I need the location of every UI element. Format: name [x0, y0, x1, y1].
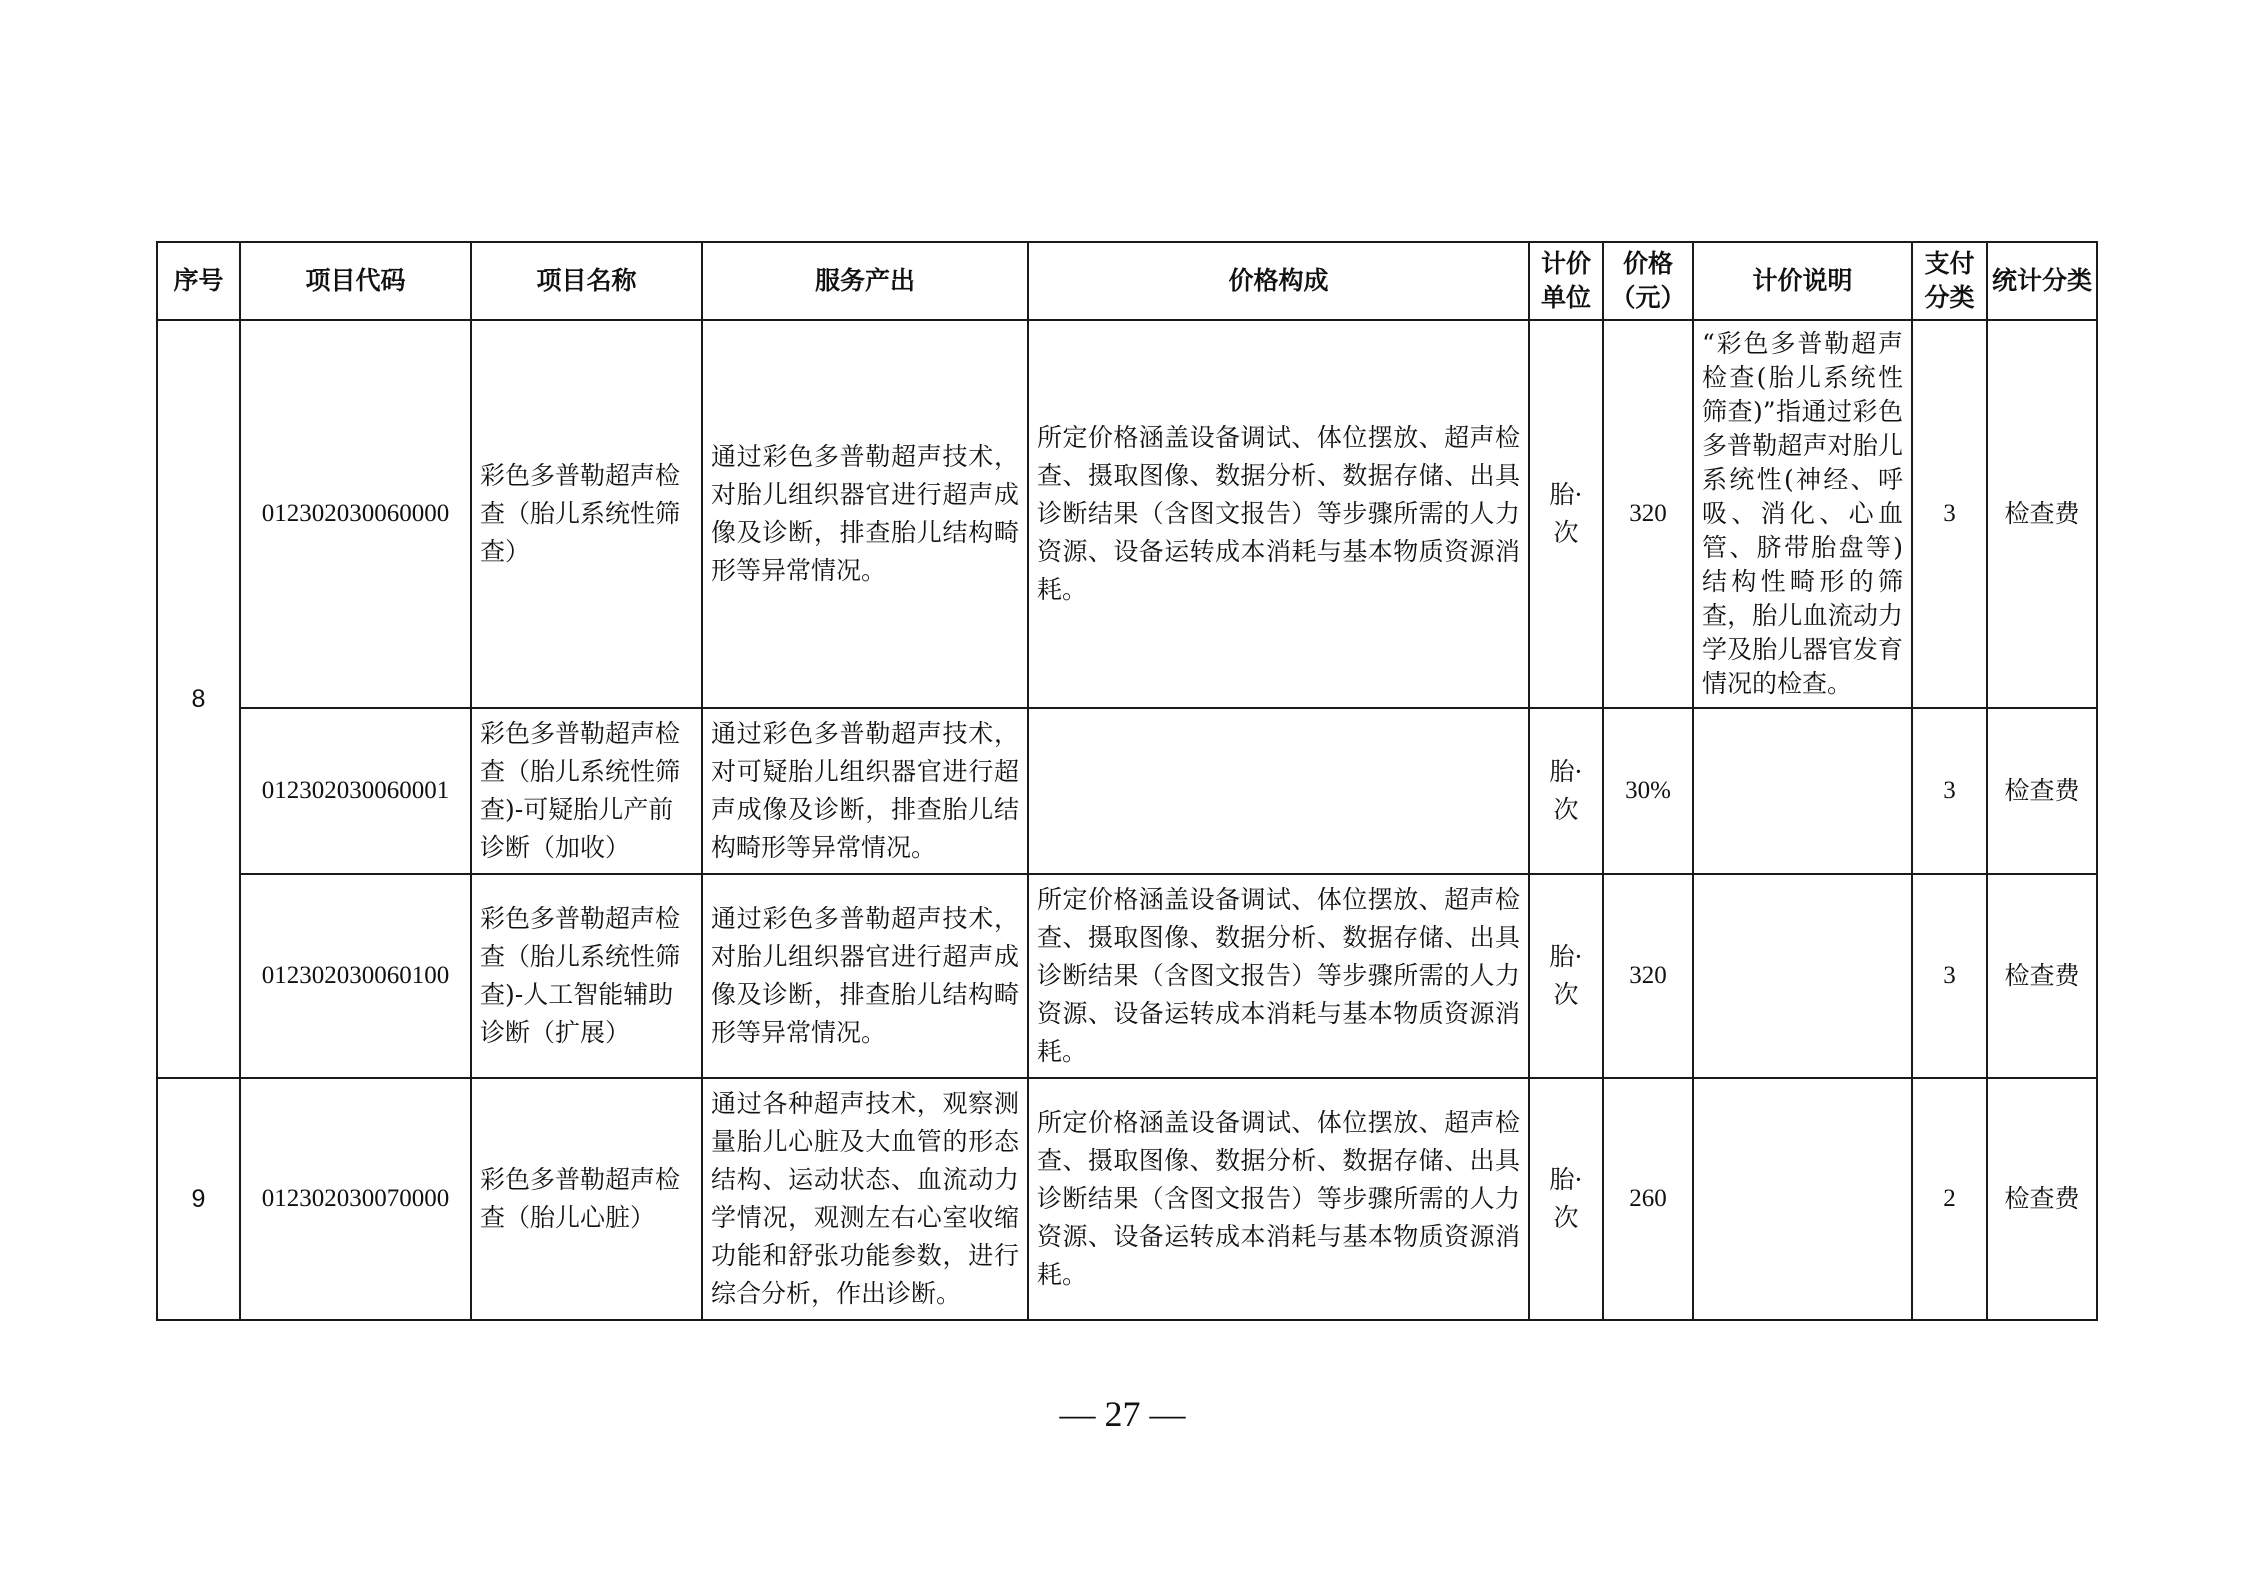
cell-composition: 所定价格涵盖设备调试、体位摆放、超声检查、摄取图像、数据分析、数据存储、出具诊断结果（含图文报告）等步骤所需的人力资源、设备运转成本消耗与基本物质资源消耗。: [1028, 320, 1529, 708]
header-payment: 支付分类: [1912, 242, 1987, 320]
cell-price: 320: [1603, 874, 1693, 1078]
page-number: — 27 —: [1059, 1394, 1186, 1434]
header-note: 计价说明: [1693, 242, 1912, 320]
table-row: [157, 320, 2097, 708]
header-unit: 计价单位: [1529, 242, 1603, 320]
cell-stat: 检查费: [1987, 320, 2097, 708]
cell-code: 012302030070000: [240, 1078, 471, 1320]
cell-note: [1693, 708, 1912, 874]
cell-stat: 检查费: [1987, 708, 2097, 874]
table-row: [157, 708, 2097, 874]
cell-unit: 胎·次: [1529, 708, 1603, 874]
table-header-row: [157, 242, 2097, 320]
cell-code: 012302030060001: [240, 708, 471, 874]
cell-composition: 所定价格涵盖设备调试、体位摆放、超声检查、摄取图像、数据分析、数据存储、出具诊断结果（含图文报告）等步骤所需的人力资源、设备运转成本消耗与基本物质资源消耗。: [1028, 1078, 1529, 1320]
cell-payment: 3: [1912, 874, 1987, 1078]
price-table: [156, 241, 2098, 1321]
header-name: 项目名称: [471, 242, 702, 320]
header-composition: 价格构成: [1028, 242, 1529, 320]
cell-output: 通过彩色多普勒超声技术，对胎儿组织器官进行超声成像及诊断，排查胎儿结构畸形等异常情况。: [702, 874, 1028, 1078]
cell-unit: 胎·次: [1529, 320, 1603, 708]
cell-code: 012302030060000: [240, 320, 471, 708]
header-output: 服务产出: [702, 242, 1028, 320]
cell-price: 320: [1603, 320, 1693, 708]
cell-stat: 检查费: [1987, 874, 2097, 1078]
header-code: 项目代码: [240, 242, 471, 320]
cell-composition: [1028, 708, 1529, 874]
cell-name: 彩色多普勒超声检查（胎儿系统性筛查)-可疑胎儿产前诊断（加收）: [471, 708, 702, 874]
cell-payment: 2: [1912, 1078, 1987, 1320]
cell-composition: 所定价格涵盖设备调试、体位摆放、超声检查、摄取图像、数据分析、数据存储、出具诊断结果（含图文报告）等步骤所需的人力资源、设备运转成本消耗与基本物质资源消耗。: [1028, 874, 1529, 1078]
cell-unit: 胎·次: [1529, 1078, 1603, 1320]
cell-name: 彩色多普勒超声检查（胎儿系统性筛查）: [471, 320, 702, 708]
cell-payment: 3: [1912, 708, 1987, 874]
cell-name: 彩色多普勒超声检查（胎儿系统性筛查)-人工智能辅助诊断（扩展）: [471, 874, 702, 1078]
cell-output: 通过彩色多普勒超声技术，对胎儿组织器官进行超声成像及诊断，排查胎儿结构畸形等异常情况。: [702, 320, 1028, 708]
table-row: [157, 1078, 2097, 1320]
cell-unit: 胎·次: [1529, 874, 1603, 1078]
cell-note: “彩色多普勒超声检查(胎儿系统性筛查)”指通过彩色多普勒超声对胎儿系统性(神经、呼吸、消化、心血管、脐带胎盘等)结构性畸形的筛查，胎儿血流动力学及胎儿器官发育情况的检查。: [1693, 320, 1912, 708]
cell-output: 通过彩色多普勒超声技术，对可疑胎儿组织器官进行超声成像及诊断，排查胎儿结构畸形等异常情况。: [702, 708, 1028, 874]
cell-payment: 3: [1912, 320, 1987, 708]
header-price: 价格（元）: [1603, 242, 1693, 320]
table-row: [157, 874, 2097, 1078]
cell-name: 彩色多普勒超声检查（胎儿心脏）: [471, 1078, 702, 1320]
group-seq-9: 9: [157, 1078, 240, 1320]
cell-note: [1693, 1078, 1912, 1320]
cell-stat: 检查费: [1987, 1078, 2097, 1320]
cell-note: [1693, 874, 1912, 1078]
cell-price: 260: [1603, 1078, 1693, 1320]
group-seq-8: 8: [157, 320, 240, 1078]
cell-output: 通过各种超声技术，观察测量胎儿心脏及大血管的形态结构、运动状态、血流动力学情况，观测左右心室收缩功能和舒张功能参数，进行综合分析，作出诊断。: [702, 1078, 1028, 1320]
cell-price: 30%: [1603, 708, 1693, 874]
header-seq: 序号: [157, 242, 240, 320]
cell-code: 012302030060100: [240, 874, 471, 1078]
header-stat: 统计分类: [1987, 242, 2097, 320]
